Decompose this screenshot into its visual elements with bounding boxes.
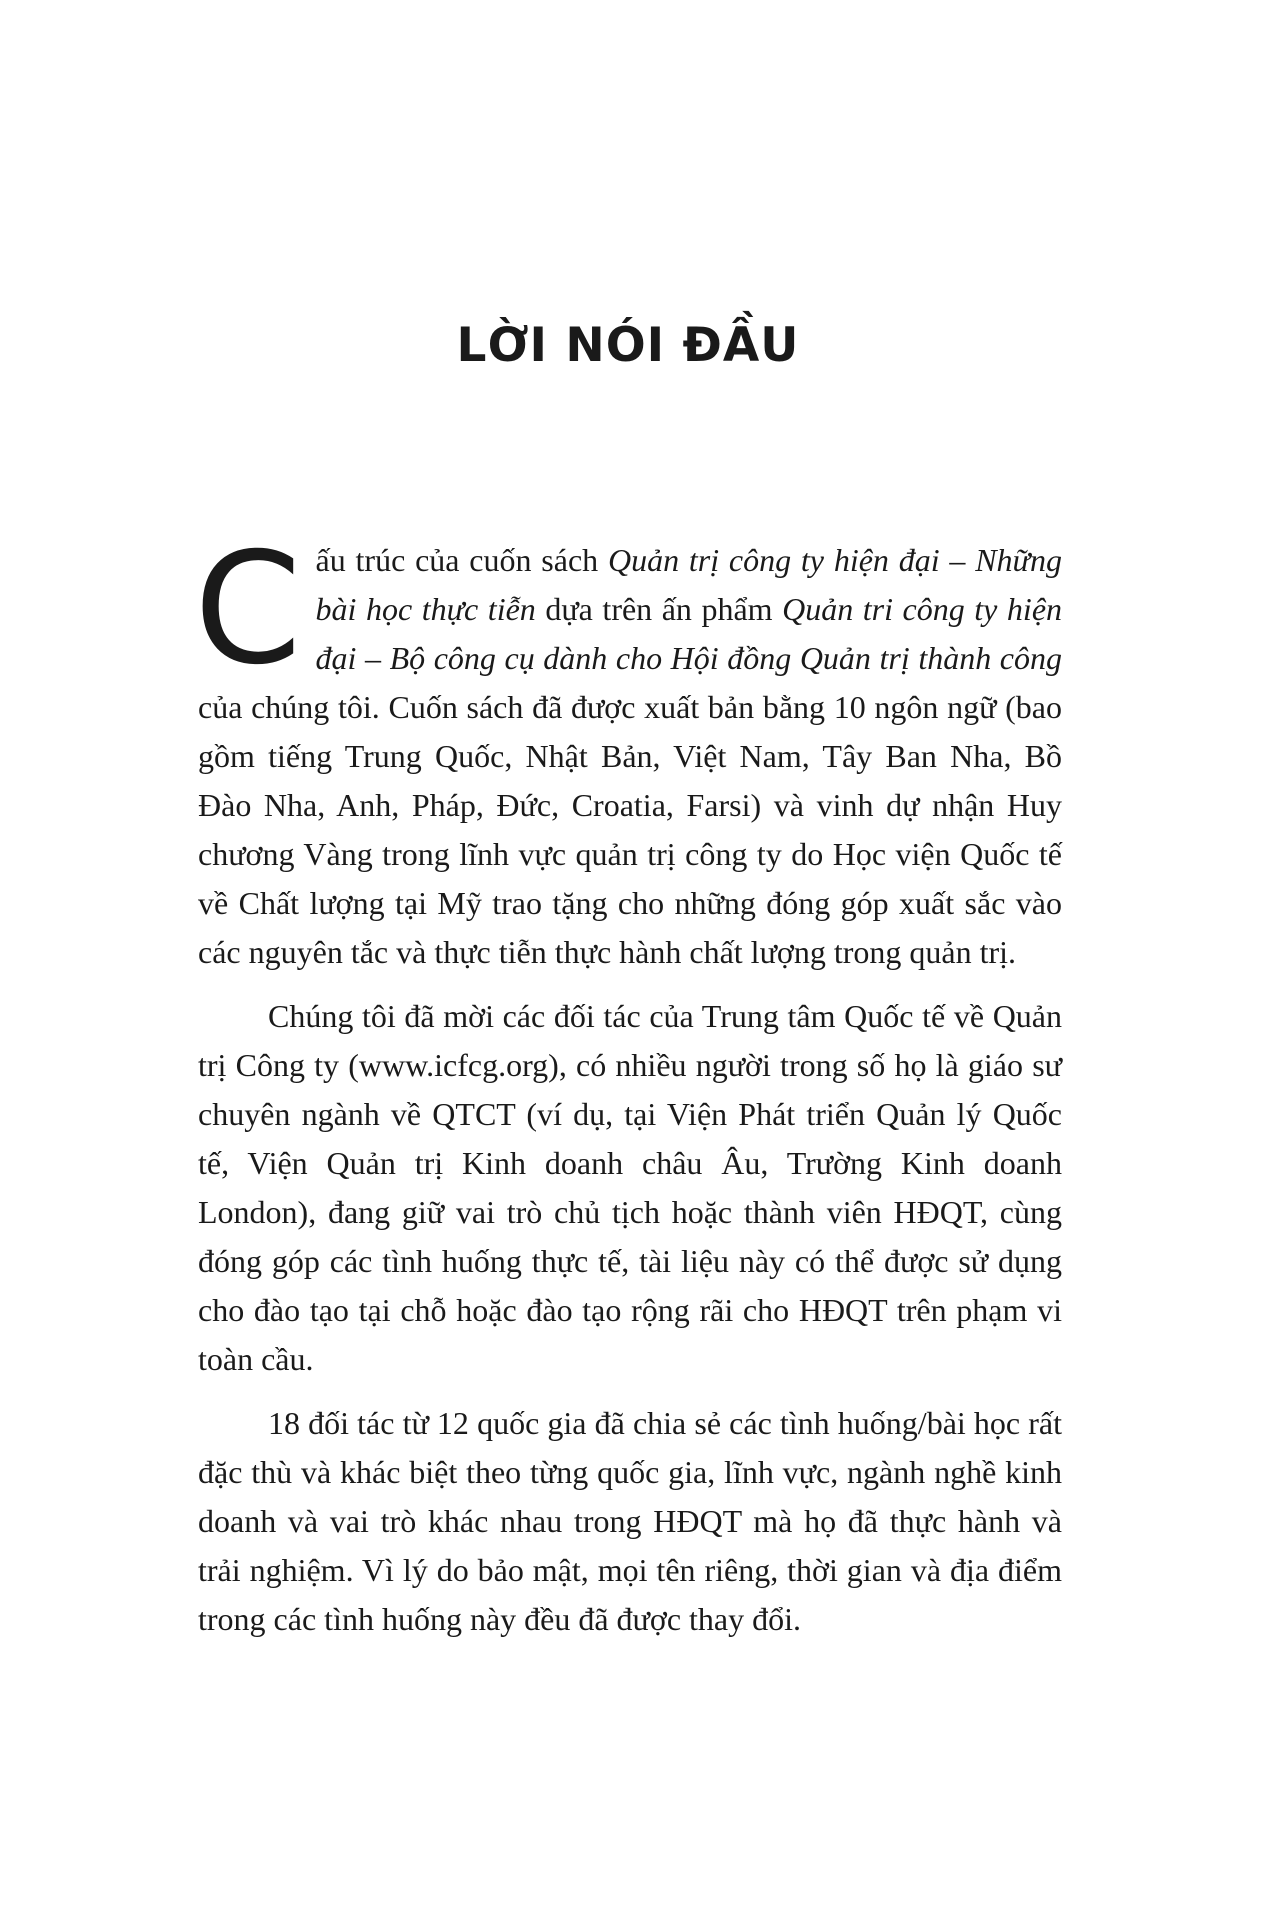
paragraph-1-text-b: dựa trên ấn phẩm xyxy=(535,591,783,627)
paragraph-1 xyxy=(194,520,1063,977)
paragraph-1-text-c: của chúng tôi. Cuốn sách đã được xuất bản bằng 10 ngôn ngữ (bao gồm tiếng Trung Quốc, Nhật Bản, Việt Nam, Tây Ban Nha, Bồ Đào Nha, Anh, Pháp, Đức, Croatia, Farsi) và vinh dự nhận Huy chương Vàng trong lĩnh vực quản trị công ty do Học viện Quốc tế về Chất lượng tại Mỹ trao tặng cho những đóng góp xuất sắc vào các nguyên tắc và thực tiễn thực hành chất lượng trong quản trị. xyxy=(198,689,1062,970)
drop-cap: C xyxy=(194,520,302,699)
paragraph-1-text-a: ấu trúc của cuốn sách xyxy=(315,542,608,578)
preface-body xyxy=(194,520,1063,1659)
page-title: LỜI NÓI ĐẦU xyxy=(456,318,800,373)
book-title-italic-1: Quản trị công ty hiện đại – Những bài học thực tiễn xyxy=(315,542,1063,627)
book-title-italic-2: Quản tri công ty hiện đại – Bộ công cụ dành cho Hội đồng Quản trị thành công xyxy=(315,591,1063,676)
paragraph-2: Chúng tôi đã mời các đối tác của Trung tâm Quốc tế về Quản trị Công ty (www.icfcg.org), có nhiều người trong số họ là giáo sư chuyên ngành về QTCT (ví dụ, tại Viện Phát triển Quản lý Quốc tế, Viện Quản trị Kinh doanh châu Âu, Trường Kinh doanh London), đang giữ vai trò chủ tịch hoặc thành viên HĐQT, cùng đóng góp các tình huống thực tế, tài liệu này có thể được sử dụng cho đào tạo tại chỗ hoặc đào tạo rộng rãi cho HĐQT trên phạm vi toàn cầu. xyxy=(198,998,1062,1377)
paragraph-3: 18 đối tác từ 12 quốc gia đã chia sẻ các tình huống/bài học rất đặc thù và khác biệt theo từng quốc gia, lĩnh vực, ngành nghề kinh doanh và vai trò khác nhau trong HĐQT mà họ đã thực hành và trải nghiệm. Vì lý do bảo mật, mọi tên riêng, thời gian và địa điểm trong các tình huống này đều đã được thay đổi. xyxy=(198,1405,1062,1637)
